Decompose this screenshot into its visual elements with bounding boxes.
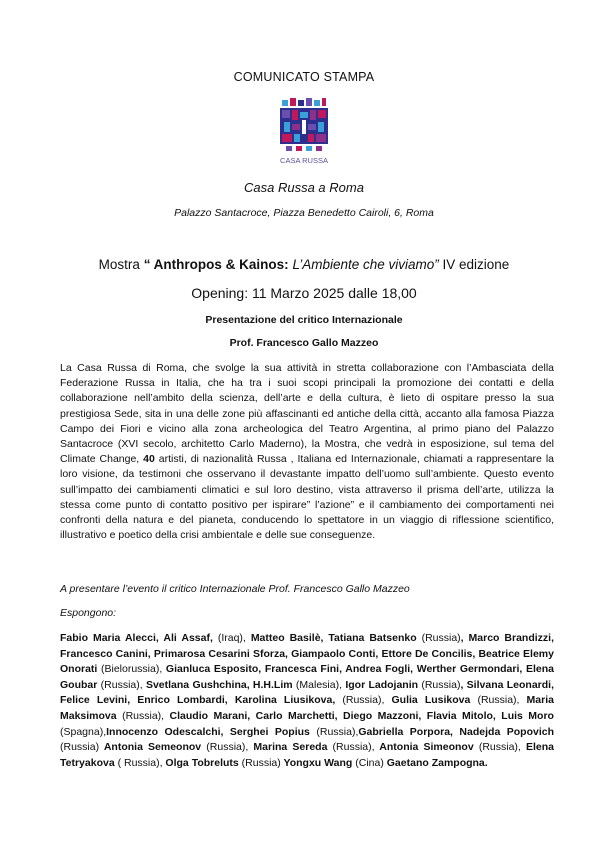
- body-paragraph: [60, 361, 554, 543]
- artist-name: Ali Assaf,: [158, 632, 213, 644]
- artist-country: (Russia): [416, 632, 461, 644]
- artist-country: (Russia): [418, 678, 461, 691]
- artist-name: , Silvana Leonardi, Felice Levini, Enrico Lombardi, Karolina Liusikova,: [60, 678, 555, 707]
- artist-name: Matteo Basilè, Tatiana Batsenko: [245, 632, 417, 644]
- artist-country: (Cina): [352, 756, 384, 769]
- presenter-line: A presentare l’evento il critico Internazionale Prof. Francesco Gallo Mazzeo: [60, 583, 410, 595]
- artist-country: (Russia),: [116, 709, 165, 722]
- artist-name: Antonia Semeonov: [99, 741, 202, 754]
- artist-country: (Iraq),: [212, 632, 246, 644]
- venue-address: Palazzo Santacroce, Piazza Benedetto Cairoli, 6, Roma: [174, 207, 434, 219]
- casa-russa-logo-icon: [272, 96, 336, 168]
- artist-name: Fabio Maria Alecci,: [60, 632, 159, 644]
- critic-name: Prof. Francesco Gallo Mazzeo: [229, 337, 379, 349]
- artist-country: (Russia),: [201, 741, 249, 754]
- venue-name: Casa Russa a Roma: [244, 180, 364, 195]
- exhibition-subtitle: L’Ambiente che viviamo”: [288, 257, 439, 272]
- body-text-part1: La Casa Russa di Roma, che svolge la sua attività in stretta collaborazione con l’Ambasciata della Federazione Russa in Italia, che ha tra i suoi scopi principali la promozione dei contatti e della collaborazione nell’ambito della scienza, dell’arte e della cultura, è lieto di ospitare presso la sua prestigiosa Sede, sita in una delle zone più affascinanti ed antiche della città, accanto alla famosa Piazza Campo dei Fiori e vicino alla zona archeologica del Teatro Argentina, al primo piano del Palazzo Santacroce (XVI secolo, architetto Carlo Maderno), la Mostra, che vedrà in esposizione, sul tema del Climate Change,: [60, 362, 554, 466]
- artists-list: [60, 631, 554, 771]
- artist-country: (Russia): [60, 741, 100, 754]
- artist-name: Olga Tobreluts: [162, 756, 239, 769]
- artist-name: Claudio Marani, Carlo Marchetti, Diego Mazzoni,: [164, 709, 422, 722]
- artist-country: (Bielorussia),: [97, 663, 163, 676]
- artist-name: Gulia Lusikova: [384, 694, 471, 707]
- exhibitors-heading: Espongono:: [60, 607, 117, 619]
- casa-russa-logo: [272, 96, 336, 168]
- body-text-part2: artisti, di nazionalità Russa , Italiana ed Internazionale, chiamati a rappresentare la loro visione, da testimoni che osservano il devastante impatto dell’uomo sull’ambiente. Questo evento sull’impatto dei cambiamenti climatici e sul loro destino, vista attraverso il prisma dell’arte, utilizza la stessa come punto di contatto positivo per ispirare” l’azione” e il cambiamento dei comportamenti nei confronti della natura e del pianeta, conducendo lo spettatore in un viaggio di riflessione scientifico, illustrativo e poetico della crisi ambientale e delle sue conseguenze.: [60, 453, 554, 542]
- page-title: COMUNICATO STAMPA: [233, 70, 375, 84]
- artist-country: (Russia),: [473, 741, 521, 754]
- opening-date: Opening: 11 Marzo 2025 dalle 18,00: [191, 285, 417, 301]
- artist-country: (Malesia),: [292, 678, 343, 691]
- artist-country: ( Russia),: [114, 756, 163, 769]
- artist-country: (Russia),: [327, 741, 375, 754]
- exhibition-heading: [0, 257, 608, 272]
- artist-country: (Russia),: [335, 694, 385, 707]
- artist-country: (Russia): [238, 756, 281, 769]
- artist-name: Elena Tetryakova: [60, 741, 554, 769]
- artist-name: , Marco Brandizzi, Francesco Canini, Primarosa Cesarini Sforza, Giampaolo Conti, Ettore De Concilis, Beatrice Elemy Onorati: [60, 632, 555, 676]
- presentation-heading: Presentazione del critico Internazionale: [205, 314, 403, 326]
- artist-country: (Russia),: [309, 725, 359, 738]
- artist-name: Marina Sereda: [248, 741, 328, 754]
- artist-count: 40: [143, 453, 155, 466]
- exhibition-prefix: Mostra: [98, 257, 144, 272]
- artist-name: Maria Maksimova: [60, 694, 554, 722]
- artist-name: Yongxu Wang: [280, 756, 353, 769]
- artist-name: Svetlana Gushchina, H.H.Lim: [142, 678, 293, 691]
- artist-name: Innocenzo Odescalchi, Serghei Popius: [106, 725, 310, 738]
- artist-name: Gabriella Porpora, Nadejda Popovich: [358, 725, 554, 738]
- artist-name: Gianluca Esposito, Francesca Fini, Andrea Fogli, Werther Germondari, Elena Goubar: [60, 663, 554, 691]
- artist-name: Antonia Simeonov: [374, 741, 474, 754]
- logo-text: CASA RUSSA: [280, 156, 328, 165]
- artist-name: Igor Ladojanin: [342, 678, 419, 691]
- artist-name: Flavia Mitolo, Luis Moro: [421, 709, 554, 722]
- artist-country: (Russia),: [97, 678, 143, 691]
- exhibition-edition: IV edizione: [438, 257, 510, 272]
- artist-country: (Spagna),: [60, 725, 107, 738]
- exhibition-title: “ Anthropos & Kainos:: [143, 257, 289, 272]
- artist-name: Gaetano Zampogna.: [383, 756, 488, 769]
- artist-country: (Russia),: [470, 694, 520, 707]
